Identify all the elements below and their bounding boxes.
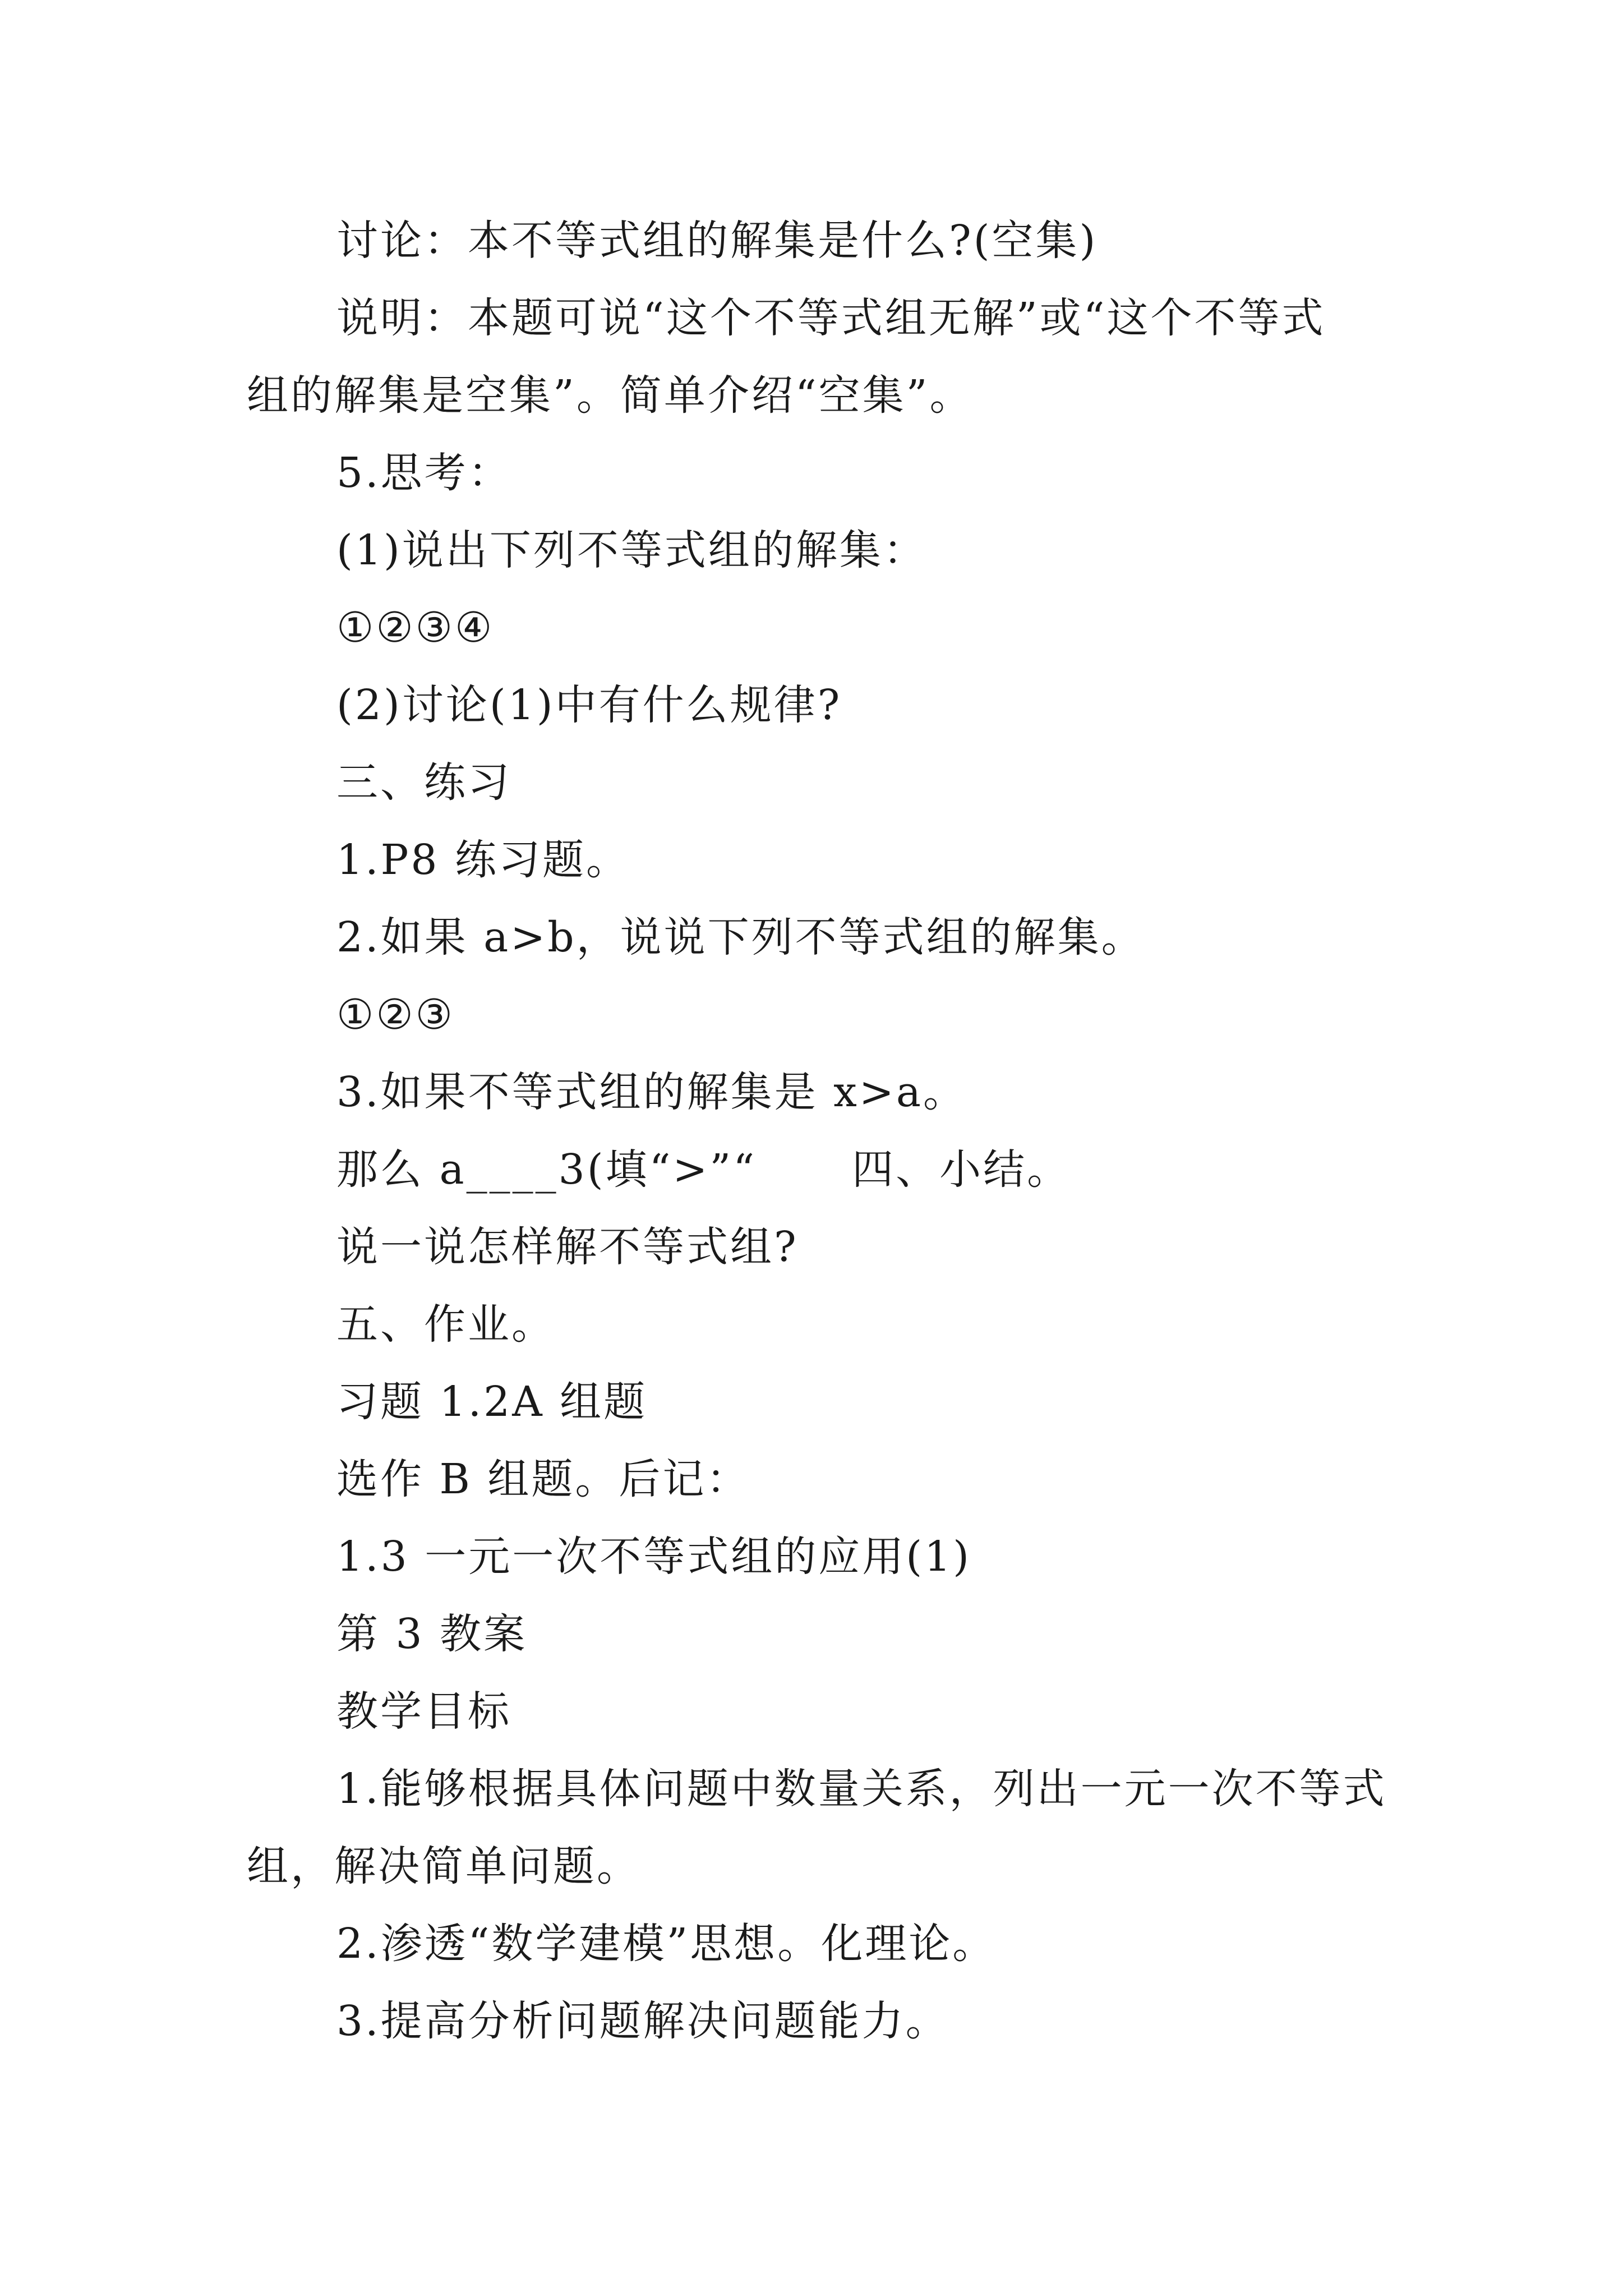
section-heading: 五、作业。: [336, 1300, 555, 1349]
text-line: 第 3 教案: [336, 1610, 528, 1658]
text-line: 5.思考：: [336, 449, 512, 497]
section-heading: 四、小结。: [852, 1145, 1071, 1194]
lesson-title: 1.3 一元一次不等式组的应用(1): [336, 1533, 972, 1581]
text-line: 2.如果 a>b，说说下列不等式组的解集。: [336, 913, 1145, 961]
text-line: 说明：本题可说“这个不等式组无解”或“这个不等式: [336, 294, 1326, 342]
text-line: 讨论：本不等式组的解集是什么?(空集): [336, 217, 1098, 265]
text-line: (2)讨论(1)中有什么规律?: [336, 681, 842, 729]
document-body: [247, 202, 1391, 2060]
text-line: ①②③: [336, 991, 455, 1039]
text-line: 1.能够根据具体问题中数量关系，列出一元一次不等式: [336, 1765, 1387, 1813]
text-line: [247, 1131, 1391, 1208]
text-line: 2.渗透“数学建模”思想。化理论。: [336, 1920, 997, 1968]
text-line: 1.P8 练习题。: [336, 836, 630, 884]
text-line: 说一说怎样解不等式组?: [336, 1223, 799, 1271]
text-fragment: 那么 a____3(填“>”“: [336, 1145, 757, 1194]
text-line: 组，解决简单问题。: [247, 1842, 640, 1890]
text-line: ①②③④: [336, 604, 495, 652]
text-line: 习题 1.2A 组题: [336, 1378, 648, 1426]
text-line: 3.提高分析问题解决问题能力。: [336, 1997, 949, 2045]
text-line: 3.如果不等式组的解集是 x>a。: [336, 1068, 967, 1116]
text-line: (1)说出下列不等式组的解集：: [336, 526, 927, 574]
section-heading: 教学目标: [336, 1687, 511, 1736]
text-line: 选作 B 组题。后记：: [336, 1455, 750, 1503]
section-heading: 三、练习: [336, 758, 511, 807]
text-line: 组的解集是空集”。简单介绍“空集”。: [247, 371, 974, 420]
